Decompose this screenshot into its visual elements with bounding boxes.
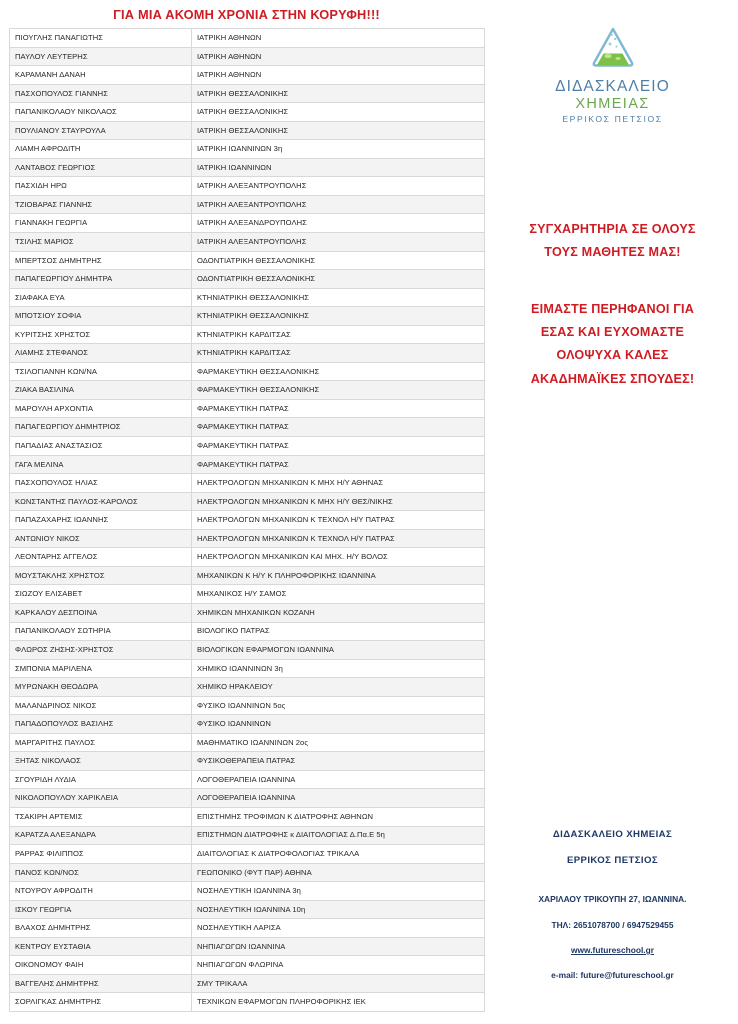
student-name-cell: ΠΟΥΛΙΑΝΟΥ ΣΤΑΥΡΟΥΛΑ — [10, 121, 192, 140]
table-row — [10, 362, 485, 381]
proud-line-3: ΟΛΟΨΥΧΑ ΚΑΛΕΣ — [556, 348, 669, 363]
student-name-cell: ΝΤΟΥΡΟΥ ΑΦΡΟΔΙΤΗ — [10, 882, 192, 901]
table-row — [10, 399, 485, 418]
table-row — [10, 270, 485, 289]
student-name-cell: ΛΕΟΝΤΑΡΗΣ ΑΓΓΕΛΟΣ — [10, 548, 192, 567]
department-cell: ΛΟΓΟΘΕΡΑΠΕΙΑ ΙΩΑΝΝΙΝΑ — [192, 789, 485, 808]
table-row — [10, 103, 485, 122]
student-name-cell: ΚΩΝΣΤΑΝΤΗΣ ΠΑΥΛΟΣ-ΚΑΡΟΛΟΣ — [10, 492, 192, 511]
department-cell: ΦΑΡΜΑΚΕΥΤΙΚΗ ΘΕΣΣΑΛΟΝΙΚΗΣ — [192, 362, 485, 381]
footer-school-name: ΔΙΔΑΣΚΑΛΕΙΟ ΧΗΜΕΙΑΣ — [552, 829, 673, 840]
department-cell: ΣΜΥ ΤΡΙΚΑΛΑ — [192, 974, 485, 993]
department-cell: ΕΠΙΣΤΗΜΩΝ ΔΙΑΤΡΟΦΗΣ κ ΔΙΑΙΤΟΛΟΓΙΑΣ Δ.Πα.Ε 5η — [192, 826, 485, 845]
student-name-cell: ΠΑΥΛΟΥ ΛΕΥΤΕΡΗΣ — [10, 47, 192, 66]
table-row — [10, 585, 485, 604]
student-name-cell: ΖΙΑΚΑ ΒΑΣΙΛΙΝΑ — [10, 381, 192, 400]
table-row — [10, 956, 485, 975]
footer-owner-name: ΕΡΡΙΚΟΣ ΠΕΤΣΙΟΣ — [566, 854, 659, 866]
table-row — [10, 288, 485, 307]
department-cell: ΦΑΡΜΑΚΕΥΤΙΚΗ ΠΑΤΡΑΣ — [192, 455, 485, 474]
department-cell: ΜΗΧΑΝΙΚΟΣ Η/Υ ΣΑΜΟΣ — [192, 585, 485, 604]
student-name-cell: ΣΓΟΥΡΙΔΗ ΛΥΔΙΑ — [10, 770, 192, 789]
student-name-cell: ΠΙΟΥΓΛΗΣ ΠΑΝΑΓΙΩΤΗΣ — [10, 29, 192, 48]
student-name-cell: ΓΙΑΝΝΑΚΗ ΓΕΩΡΓΙΑ — [10, 214, 192, 233]
table-row — [10, 863, 485, 882]
table-row — [10, 622, 485, 641]
table-row — [10, 826, 485, 845]
department-cell: ΛΟΓΟΘΕΡΑΠΕΙΑ ΙΩΑΝΝΙΝΑ — [192, 770, 485, 789]
student-name-cell: ΒΑΓΓΕΛΗΣ ΔΗΜΗΤΡΗΣ — [10, 974, 192, 993]
department-cell: ΙΑΤΡΙΚΗ ΑΛΕΞΑΝΤΡΟΥΠΟΛΗΣ — [192, 195, 485, 214]
student-name-cell: ΛΙΑΜΗΣ ΣΤΕΦΑΝΟΣ — [10, 344, 192, 363]
table-row — [10, 233, 485, 252]
table-row — [10, 696, 485, 715]
student-name-cell: ΜΑΡΟΥΛΗ ΑΡΧΟΝΤΙΑ — [10, 399, 192, 418]
department-cell: ΦΑΡΜΑΚΕΥΤΙΚΗ ΠΑΤΡΑΣ — [192, 437, 485, 456]
logo-line-1: ΔΙΔΑΣΚΑΛΕΙΟ — [555, 78, 670, 95]
table-row — [10, 752, 485, 771]
student-name-cell: ΠΑΝΟΣ ΚΩΝ/ΝΟΣ — [10, 863, 192, 882]
department-cell: ΙΑΤΡΙΚΗ ΑΘΗΝΩΝ — [192, 29, 485, 48]
student-name-cell: ΣΙΩΖΟΥ ΕΛΙΣΑΒΕΤ — [10, 585, 192, 604]
table-row — [10, 733, 485, 752]
table-row — [10, 548, 485, 567]
student-name-cell: ΠΑΠΑΝΙΚΟΛΑΟΥ ΣΩΤΗΡΙΑ — [10, 622, 192, 641]
department-cell: ΙΑΤΡΙΚΗ ΑΛΕΞΑΝΤΡΟΥΠΟΛΗΣ — [192, 233, 485, 252]
table-row — [10, 140, 485, 159]
student-name-cell: ΜΠΕΡΤΣΟΣ ΔΗΜΗΤΡΗΣ — [10, 251, 192, 270]
student-name-cell: ΛΙΑΜΗ ΑΦΡΟΔΙΤΗ — [10, 140, 192, 159]
student-name-cell: ΠΑΠΑΓΕΩΡΓΙΟΥ ΔΗΜΗΤΡΙΟΣ — [10, 418, 192, 437]
student-name-cell: ΚΑΡΑΜΑΝΗ ΔΑΝΑΗ — [10, 66, 192, 85]
department-cell: ΙΑΤΡΙΚΗ ΑΛΕΞΑΝΔΡΟΥΠΟΛΗΣ — [192, 214, 485, 233]
student-name-cell: ΠΑΠΑΔΟΠΟΥΛΟΣ ΒΑΣΙΛΗΣ — [10, 715, 192, 734]
table-row — [10, 195, 485, 214]
table-row — [10, 474, 485, 493]
department-cell: ΙΑΤΡΙΚΗ ΙΩΑΝΝΙΝΩΝ 3η — [192, 140, 485, 159]
page-title: ΓΙΑ ΜΙΑ ΑΚΟΜΗ ΧΡΟΝΙΑ ΣΤΗΝ ΚΟΡΥΦΗ!!! — [113, 7, 380, 22]
student-name-cell: ΜΑΡΓΑΡΙΤΗΣ ΠΑΥΛΟΣ — [10, 733, 192, 752]
student-name-cell: ΦΛΩΡΟΣ ΖΗΣΗΣ-ΧΡΗΣΤΟΣ — [10, 641, 192, 660]
department-cell: ΝΟΣΗΛΕΥΤΙΚΗ ΙΩΑΝΝΙΝΑ 10η — [192, 900, 485, 919]
department-cell: ΙΑΤΡΙΚΗ ΘΕΣΣΑΛΟΝΙΚΗΣ — [192, 84, 485, 103]
student-name-cell: ΣΜΠΟΝΙΑ ΜΑΡΙΛΕΝΑ — [10, 659, 192, 678]
flask-icon — [487, 26, 738, 73]
department-cell: ΟΔΟΝΤΙΑΤΡΙΚΗ ΘΕΣΣΑΛΟΝΙΚΗΣ — [192, 251, 485, 270]
table-row — [10, 919, 485, 938]
table-row — [10, 344, 485, 363]
congrats-line-1: ΣΥΓΧΑΡΗΤΗΡΙΑ ΣΕ ΟΛΟΥΣ — [529, 222, 696, 237]
table-row — [10, 325, 485, 344]
table-row — [10, 47, 485, 66]
department-cell: ΔΙΑΙΤΟΛΟΓΙΑΣ Κ ΔΙΑΤΡΟΦΟΛΟΓΙΑΣ ΤΡΙΚΑΛΑ — [192, 845, 485, 864]
department-cell: ΤΕΧΝΙΚΩΝ ΕΦΑΡΜΟΓΩΝ ΠΛΗΡΟΦΟΡΙΚΗΣ ΙΕΚ — [192, 993, 485, 1012]
student-name-cell: ΠΑΣΧΙΔΗ ΗΡΩ — [10, 177, 192, 196]
table-row — [10, 492, 485, 511]
department-cell: ΦΑΡΜΑΚΕΥΤΙΚΗ ΘΕΣΣΑΛΟΝΙΚΗΣ — [192, 381, 485, 400]
congratulations-message — [487, 218, 738, 265]
student-name-cell: ΡΑΡΡΑΣ ΦΙΛΙΠΠΟΣ — [10, 845, 192, 864]
department-cell: ΚΤΗΝΙΑΤΡΙΚΗ ΚΑΡΔΙΤΣΑΣ — [192, 325, 485, 344]
table-row — [10, 993, 485, 1012]
table-row — [10, 455, 485, 474]
student-name-cell: ΠΑΠΑΝΙΚΟΛΑΟΥ ΝΙΚΟΛΑΟΣ — [10, 103, 192, 122]
footer-telephone: ΤΗΛ: 2651078700 / 6947529455 — [551, 919, 674, 930]
footer-website-link[interactable]: www.futureschool.gr — [571, 945, 654, 955]
student-name-cell: ΠΑΠΑΔΙΑΣ ΑΝΑΣΤΑΣΙΟΣ — [10, 437, 192, 456]
table-row — [10, 437, 485, 456]
department-cell: ΙΑΤΡΙΚΗ ΑΘΗΝΩΝ — [192, 47, 485, 66]
student-name-cell: ΞΗΤΑΣ ΝΙΚΟΛΑΟΣ — [10, 752, 192, 771]
student-name-cell: ΚΥΡΙΤΣΗΣ ΧΡΗΣΤΟΣ — [10, 325, 192, 344]
table-row — [10, 900, 485, 919]
student-name-cell: ΠΑΣΧΟΠΟΥΛΟΣ ΓΙΑΝΝΗΣ — [10, 84, 192, 103]
student-name-cell: ΤΣΙΛΟΓΙΑΝΝΗ ΚΩΝ/ΝΑ — [10, 362, 192, 381]
student-name-cell: ΜΠΟΤΣΙΟΥ ΣΟΦΙΑ — [10, 307, 192, 326]
department-cell: ΦΑΡΜΑΚΕΥΤΙΚΗ ΠΑΤΡΑΣ — [192, 418, 485, 437]
congrats-line-2: ΤΟΥΣ ΜΑΘΗΤΕΣ ΜΑΣ! — [544, 245, 681, 260]
student-name-cell: ΑΝΤΩΝΙΟΥ ΝΙΚΟΣ — [10, 529, 192, 548]
table-row — [10, 29, 485, 48]
table-row — [10, 66, 485, 85]
department-cell: ΚΤΗΝΙΑΤΡΙΚΗ ΘΕΣΣΑΛΟΝΙΚΗΣ — [192, 288, 485, 307]
table-row — [10, 418, 485, 437]
student-name-cell: ΚΑΡΚΑΛΟΥ ΔΕΣΠΟΙΝΑ — [10, 603, 192, 622]
table-row — [10, 158, 485, 177]
results-table — [9, 28, 485, 1012]
student-name-cell: ΟΙΚΟΝΟΜΟΥ ΦΑΙΗ — [10, 956, 192, 975]
table-row — [10, 937, 485, 956]
department-cell: ΒΙΟΛΟΓΙΚΩΝ ΕΦΑΡΜΟΓΩΝ ΙΩΑΝΝΙΝΑ — [192, 641, 485, 660]
department-cell: ΧΗΜΙΚΩΝ ΜΗΧΑΝΙΚΩΝ ΚΟΖΑΝΗ — [192, 603, 485, 622]
logo — [487, 26, 738, 126]
student-name-cell: ΜΑΛΑΝΔΡΙΝΟΣ ΝΙΚΟΣ — [10, 696, 192, 715]
department-cell: ΚΤΗΝΙΑΤΡΙΚΗ ΚΑΡΔΙΤΣΑΣ — [192, 344, 485, 363]
department-cell: ΜΑΘΗΜΑΤΙΚΟ ΙΩΑΝΝΙΝΩΝ 2ος — [192, 733, 485, 752]
department-cell: ΙΑΤΡΙΚΗ ΘΕΣΣΑΛΟΝΙΚΗΣ — [192, 103, 485, 122]
table-row — [10, 566, 485, 585]
table-row — [10, 974, 485, 993]
department-cell: ΝΗΠΙΑΓΩΓΩΝ ΦΛΩΡΙΝΑ — [192, 956, 485, 975]
table-row — [10, 529, 485, 548]
student-name-cell: ΙΣΚΟΥ ΓΕΩΡΓΙΑ — [10, 900, 192, 919]
department-cell: ΒΙΟΛΟΓΙΚΟ ΠΑΤΡΑΣ — [192, 622, 485, 641]
department-cell: ΙΑΤΡΙΚΗ ΙΩΑΝΝΙΝΩΝ — [192, 158, 485, 177]
table-row — [10, 715, 485, 734]
table-row — [10, 770, 485, 789]
student-name-cell: ΤΖΙΟΒΑΡΑΣ ΓΙΑΝΝΗΣ — [10, 195, 192, 214]
department-cell: ΝΟΣΗΛΕΥΤΙΚΗ ΛΑΡΙΣΑ — [192, 919, 485, 938]
footer-address: ΧΑΡΙΛΑΟΥ ΤΡΙΚΟΥΠΗ 27, ΙΩΑΝΝΙΝΑ. — [538, 894, 687, 905]
department-cell: ΙΑΤΡΙΚΗ ΘΕΣΣΑΛΟΝΙΚΗΣ — [192, 121, 485, 140]
contact-footer — [487, 830, 738, 980]
department-cell: ΦΥΣΙΚΟ ΙΩΑΝΝΙΝΩΝ — [192, 715, 485, 734]
department-cell: ΗΛΕΚΤΡΟΛΟΓΩΝ ΜΗΧΑΝΙΚΩΝ Κ ΜΗΧ Η/Υ ΑΘΗΝΑΣ — [192, 474, 485, 493]
department-cell: ΚΤΗΝΙΑΤΡΙΚΗ ΘΕΣΣΑΛΟΝΙΚΗΣ — [192, 307, 485, 326]
table-row — [10, 214, 485, 233]
department-cell: ΗΛΕΚΤΡΟΛΟΓΩΝ ΜΗΧΑΝΙΚΩΝ Κ ΜΗΧ Η/Υ ΘΕΣ/ΝΙΚΗΣ — [192, 492, 485, 511]
department-cell: ΗΛΕΚΤΡΟΛΟΓΩΝ ΜΗΧΑΝΙΚΩΝ Κ ΤΕΧΝΟΛ Η/Υ ΠΑΤΡΑΣ — [192, 529, 485, 548]
proud-line-4: ΑΚΑΔΗΜΑΪΚΕΣ ΣΠΟΥΔΕΣ! — [530, 371, 695, 386]
proud-line-2: ΕΣΑΣ ΚΑΙ ΕΥΧΟΜΑΣΤΕ — [540, 324, 685, 339]
department-cell: ΦΥΣΙΚΟ ΙΩΑΝΝΙΝΩΝ 5ος — [192, 696, 485, 715]
table-row — [10, 641, 485, 660]
student-name-cell: ΓΑΓΑ ΜΕΛΙΝΑ — [10, 455, 192, 474]
student-name-cell: ΣΙΑΦΑΚΑ ΕΥΑ — [10, 288, 192, 307]
proud-message — [487, 298, 738, 391]
department-cell: ΝΗΠΙΑΓΩΓΩΝ ΙΩΑΝΝΙΝΑ — [192, 937, 485, 956]
table-row — [10, 845, 485, 864]
department-cell: ΙΑΤΡΙΚΗ ΑΛΕΞΑΝΤΡΟΥΠΟΛΗΣ — [192, 177, 485, 196]
branding-column — [487, 0, 738, 1024]
student-name-cell: ΠΑΠΑΖΑΧΑΡΗΣ ΙΩΑΝΝΗΣ — [10, 511, 192, 530]
student-name-cell: ΠΑΠΑΓΕΩΡΓΙΟΥ ΔΗΜΗΤΡΑ — [10, 270, 192, 289]
table-row — [10, 251, 485, 270]
department-cell: ΦΑΡΜΑΚΕΥΤΙΚΗ ΠΑΤΡΑΣ — [192, 399, 485, 418]
student-name-cell: ΣΟΡΛΙΓΚΑΣ ΔΗΜΗΤΡΗΣ — [10, 993, 192, 1012]
department-cell: ΟΔΟΝΤΙΑΤΡΙΚΗ ΘΕΣΣΑΛΟΝΙΚΗΣ — [192, 270, 485, 289]
student-name-cell: ΚΕΝΤΡΟΥ ΕΥΣΤΑΘΙΑ — [10, 937, 192, 956]
department-cell: ΝΟΣΗΛΕΥΤΙΚΗ ΙΩΑΝΝΙΝΑ 3η — [192, 882, 485, 901]
department-cell: ΦΥΣΙΚΟΘΕΡΑΠΕΙΑ ΠΑΤΡΑΣ — [192, 752, 485, 771]
table-row — [10, 177, 485, 196]
student-name-cell: ΜΟΥΣΤΑΚΛΗΣ ΧΡΗΣΤΟΣ — [10, 566, 192, 585]
table-row — [10, 307, 485, 326]
table-row — [10, 678, 485, 697]
logo-line-2: ΧΗΜΕΙΑΣ — [575, 96, 650, 113]
department-cell: ΧΗΜΙΚΟ ΗΡΑΚΛΕΙΟΥ — [192, 678, 485, 697]
student-name-cell: ΜΥΡΩΝΑΚΗ ΘΕΟΔΩΡΑ — [10, 678, 192, 697]
results-table-body — [10, 29, 485, 1012]
table-row — [10, 381, 485, 400]
department-cell: ΧΗΜΙΚΟ ΙΩΑΝΝΙΝΩΝ 3η — [192, 659, 485, 678]
department-cell: ΓΕΩΠΟΝΙΚΟ (ΦΥΤ ΠΑΡ) ΑΘΗΝΑ — [192, 863, 485, 882]
table-row — [10, 603, 485, 622]
department-cell: ΕΠΙΣΤΗΜΗΣ ΤΡΟΦΙΜΩΝ Κ ΔΙΑΤΡΟΦΗΣ ΑΘΗΝΩΝ — [192, 807, 485, 826]
department-cell: ΗΛΕΚΤΡΟΛΟΓΩΝ ΜΗΧΑΝΙΚΩΝ Κ ΤΕΧΝΟΛ Η/Υ ΠΑΤΡΑΣ — [192, 511, 485, 530]
proud-line-1: ΕΙΜΑΣΤΕ ΠΕΡΗΦΑΝΟΙ ΓΙΑ — [531, 301, 694, 316]
student-name-cell: ΤΣΙΛΗΣ ΜΑΡΙΟΣ — [10, 233, 192, 252]
student-name-cell: ΛΑΝΤΑΒΟΣ ΓΕΩΡΓΙΟΣ — [10, 158, 192, 177]
footer-email[interactable]: e-mail: future@futureschool.gr — [551, 970, 674, 981]
table-row — [10, 882, 485, 901]
table-row — [10, 789, 485, 808]
logo-line-3: ΕΡΡΙΚΟΣ ΠΕΤΣΙΟΣ — [562, 114, 663, 125]
table-row — [10, 659, 485, 678]
table-row — [10, 807, 485, 826]
department-cell: ΙΑΤΡΙΚΗ ΑΘΗΝΩΝ — [192, 66, 485, 85]
student-name-cell: ΤΣΑΚΙΡΗ ΑΡΤΕΜΙΣ — [10, 807, 192, 826]
table-row — [10, 84, 485, 103]
department-cell: ΜΗΧΑΝΙΚΩΝ Κ Η/Υ Κ ΠΛΗΡΟΦΟΡΙΚΗΣ ΙΩΑΝΝΙΝΑ — [192, 566, 485, 585]
table-row — [10, 121, 485, 140]
table-row — [10, 511, 485, 530]
student-name-cell: ΠΑΣΧΟΠΟΥΛΟΣ ΗΛΙΑΣ — [10, 474, 192, 493]
student-name-cell: ΚΑΡΑΤΖΑ ΑΛΕΞΑΝΔΡΑ — [10, 826, 192, 845]
student-name-cell: ΒΛΑΧΟΣ ΔΗΜΗΤΡΗΣ — [10, 919, 192, 938]
student-name-cell: ΝΙΚΟΛΟΠΟΥΛΟΥ ΧΑΡΙΚΛΕΙΑ — [10, 789, 192, 808]
department-cell: ΗΛΕΚΤΡΟΛΟΓΩΝ ΜΗΧΑΝΙΚΩΝ ΚΑΙ ΜΗΧ. Η/Υ ΒΟΛΟΣ — [192, 548, 485, 567]
